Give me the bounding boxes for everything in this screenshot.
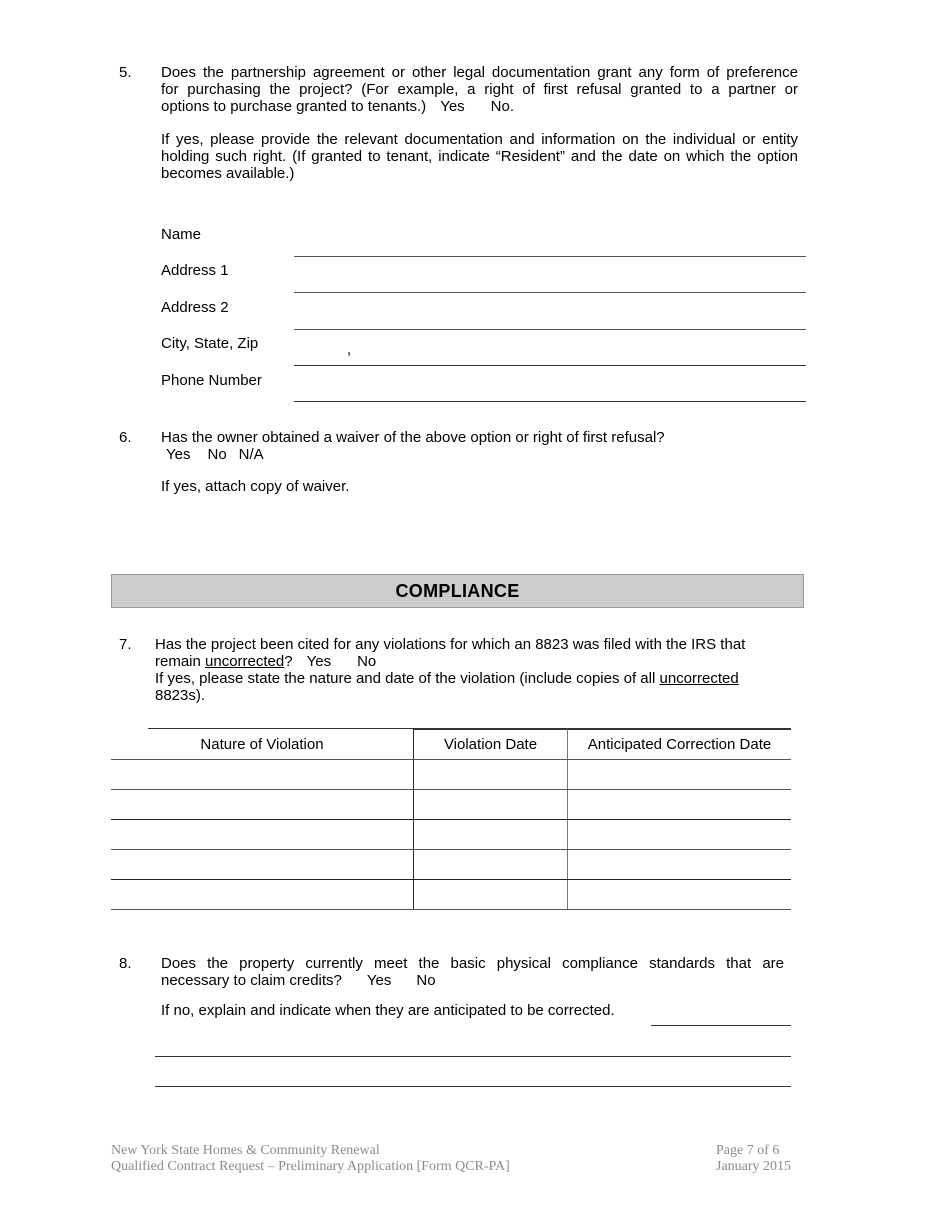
q8-explain-line-2[interactable]	[155, 1056, 791, 1057]
q5-number: 5.	[119, 64, 132, 81]
q6-no-option[interactable]: No	[207, 446, 227, 463]
q7-followup-uncorrected: uncorrected	[659, 670, 739, 687]
q7-followup-pre: If yes, please state the nature and date of the violation (include copies of all	[155, 670, 660, 687]
violation-date-cell[interactable]	[414, 880, 568, 910]
header-anticipated-correction-date: Anticipated Correction Date	[568, 730, 792, 760]
q6-yes-option[interactable]: Yes	[166, 446, 191, 463]
address2-field[interactable]	[294, 329, 806, 330]
q6-text: Has the owner obtained a waiver of the above option or right of first refusal?	[161, 429, 665, 446]
violation-date-cell[interactable]	[414, 850, 568, 880]
correction-date-cell[interactable]	[568, 820, 792, 850]
correction-date-cell[interactable]	[568, 880, 792, 910]
q8-followup: If no, explain and indicate when they are anticipated to be corrected.	[161, 1002, 615, 1019]
q5-question	[161, 64, 798, 115]
header-nature-of-violation: Nature of Violation	[111, 730, 414, 760]
phone-label: Phone Number	[161, 372, 262, 389]
footer-page-number: Page 7 of 6	[716, 1143, 780, 1158]
correction-date-cell[interactable]	[568, 760, 792, 790]
table-row	[111, 880, 791, 910]
footer-right	[716, 1143, 791, 1175]
q7-number: 7.	[119, 636, 132, 653]
q6-question	[161, 429, 665, 463]
table-row	[111, 790, 791, 820]
footer-form-name: Qualified Contract Request – Preliminary Application [Form QCR-PA]	[111, 1159, 510, 1174]
q8-no-option[interactable]: No	[416, 972, 436, 989]
header-violation-date: Violation Date	[414, 730, 568, 760]
q5-yes-option[interactable]: Yes	[440, 98, 465, 115]
phone-field[interactable]	[294, 401, 806, 402]
correction-date-cell[interactable]	[568, 790, 792, 820]
table-row	[111, 820, 791, 850]
city-state-zip-label: City, State, Zip	[161, 335, 259, 352]
footer-date: January 2015	[716, 1159, 792, 1174]
q7-line-2-pre: remain	[155, 653, 206, 670]
name-label: Name	[161, 226, 202, 243]
city-separator: ,	[347, 341, 352, 358]
q6-number: 6.	[119, 429, 132, 446]
name-field[interactable]	[294, 256, 806, 257]
table-row	[111, 850, 791, 880]
q6-followup: If yes, attach copy of waiver.	[161, 478, 350, 495]
footer-agency: New York State Homes & Community Renewal	[111, 1143, 380, 1158]
q5-line-3-text: options to purchase granted to tenants.)	[161, 98, 427, 115]
q7-uncorrected: uncorrected	[205, 653, 285, 670]
nature-cell[interactable]	[111, 760, 414, 790]
violation-date-cell[interactable]	[414, 760, 568, 790]
q8-line-1: Does the property currently meet the basic physical compliance standards that are	[161, 955, 784, 972]
violation-date-cell[interactable]	[414, 790, 568, 820]
q6-options	[161, 446, 665, 463]
table-row	[111, 760, 791, 790]
q7-followup-line-2: 8823s).	[155, 687, 206, 704]
q5-line-2: for purchasing the project? (For example, a right of first refusal granted to a partner or	[161, 81, 798, 98]
footer-left	[111, 1143, 510, 1175]
q8-question	[161, 955, 784, 989]
table-header-row	[111, 730, 791, 760]
city-state-zip-field[interactable]	[294, 365, 806, 366]
address2-label: Address 2	[161, 299, 229, 316]
address1-label: Address 1	[161, 262, 229, 279]
q5-followup-line-3: becomes available.)	[161, 165, 295, 182]
address1-field[interactable]	[294, 292, 806, 293]
q8-line-2-text: necessary to claim credits?	[161, 972, 342, 989]
q5-followup	[161, 131, 798, 182]
q7-followup-line-1	[155, 670, 770, 687]
violation-date-cell[interactable]	[414, 820, 568, 850]
nature-cell[interactable]	[111, 790, 414, 820]
q7-line-2-post: ?	[284, 653, 293, 670]
compliance-section-header	[111, 574, 804, 608]
q6-na-option[interactable]: N/A	[238, 446, 264, 463]
q7-question	[155, 636, 770, 704]
q7-line-2	[155, 653, 770, 670]
q8-yes-option[interactable]: Yes	[366, 972, 392, 989]
q8-explain-line-1[interactable]	[651, 1025, 791, 1026]
violations-table	[111, 729, 791, 910]
nature-cell[interactable]	[111, 850, 414, 880]
q8-line-2	[161, 972, 784, 989]
q5-followup-line-1: If yes, please provide the relevant documentation and information on the individual or entity	[161, 131, 798, 148]
q7-yes-option[interactable]: Yes	[306, 653, 332, 670]
q5-no-option[interactable]: No.	[490, 98, 515, 115]
q5-followup-line-2: holding such right. (If granted to tenant, indicate “Resident” and the date on which the option	[161, 148, 798, 165]
correction-date-cell[interactable]	[568, 850, 792, 880]
q7-no-option[interactable]: No	[357, 653, 377, 670]
q5-line-3	[161, 98, 798, 115]
compliance-title: COMPLIANCE	[395, 580, 520, 601]
q8-number: 8.	[119, 955, 132, 972]
nature-cell[interactable]	[111, 880, 414, 910]
q7-line-1: Has the project been cited for any violations for which an 8823 was filed with the IRS that	[155, 636, 746, 653]
nature-cell[interactable]	[111, 820, 414, 850]
q5-line-1: Does the partnership agreement or other legal documentation grant any form of preference	[161, 64, 798, 81]
q8-explain-line-3[interactable]	[155, 1086, 791, 1087]
